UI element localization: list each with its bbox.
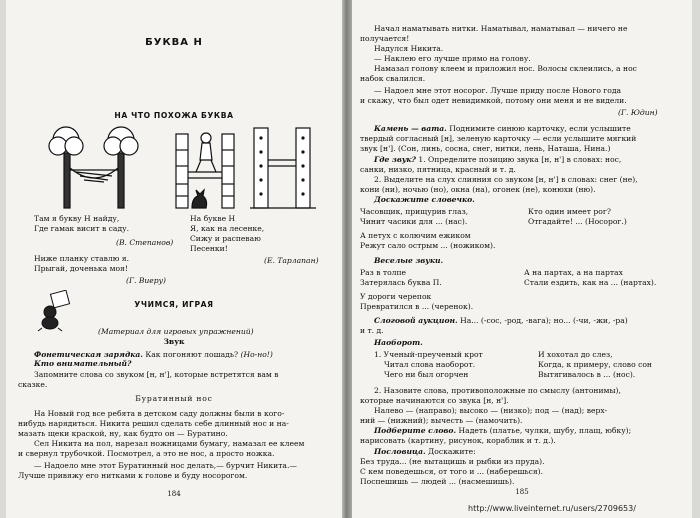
poem-3-line-2: Прыгай, доченька моя! <box>34 264 128 273</box>
story-line-3: мазать щеки краской, ну, как будто он — Буратино. <box>18 429 228 438</box>
left-page <box>6 0 342 518</box>
riddle-2-line-1: Кто один имеет рог? <box>528 207 611 216</box>
reverse-label: Наоборот. <box>374 338 423 347</box>
poem-1-line-2: Где гамак висит в саду. <box>34 224 130 233</box>
story-line-4: Сел Никита на пол, нарезал ножницами бумагу, намазал ее клеем <box>34 439 305 448</box>
poem-2-line-2: Я, как на лесенке, <box>190 224 265 233</box>
reverse-2-line-2: Когда, к примеру, слово сон <box>538 360 652 369</box>
story-cont-line-4: — Наклею его лучше прямо на голову. <box>374 54 531 63</box>
poem-2-line-4: Песенки! <box>190 244 228 253</box>
funny-1-line-1: Раз в толпе <box>360 268 407 277</box>
story-cont-line-7: — Надоел мне этот носорог. Лучше приду после Нового года <box>374 86 622 95</box>
story-line-1: На Новый год все ребята в детском саду должны были в кого- <box>34 409 285 418</box>
syllable-auction: Слоговой аукцион. На... (-сос, -род, -вага); но... (-чи, -жи, -ра) <box>374 316 628 325</box>
riddle-3-line-1: А петух с колючим ежиком <box>360 231 471 240</box>
story-line-6: — Надоело мне этот Буратинный нос делать,— бурчит Никита.— <box>34 461 297 470</box>
toy-illustration <box>32 290 78 332</box>
riddle-1-line-2: Чинит часики для ... (нас). <box>360 217 468 226</box>
poem-1-line-1: Там я букву Н найду, <box>34 214 120 223</box>
stone-cotton-line-3: звук [н']. (Сон, линь, сосна, снег, нитки, лень, Наташа, Нина.) <box>360 144 611 153</box>
reverse-1-line-1: 1. Ученый-преученый крот <box>374 350 483 359</box>
choose-word-line-1: Подберите слово. Надеть (платье, чулки, шубу, плащ, юбку); <box>374 426 632 435</box>
story-cont-line-1: Начал наматывать нитки. Наматывал, наматывал — ничего не <box>374 24 628 33</box>
remember-line-1: Запомните слова со звуком [н, н'], которые встретятся вам в <box>34 370 279 379</box>
poem-2-line-1: На букве Н <box>190 214 236 223</box>
book-gutter <box>342 0 352 518</box>
where-sound-line-4: кони (ни), ночью (но), окна (на), огонек (не), конюхи (ню). <box>360 185 596 194</box>
sound-heading: Звук <box>163 337 185 346</box>
phonetic-exercise: Фонетическая зарядка. Как погоняют лошадь? (Но-но!) <box>34 350 273 359</box>
syllable-auction-cont: и т. д. <box>360 326 384 335</box>
reverse-2-line-3: Вытягивалось в ... (нос). <box>538 370 636 379</box>
riddle-1-line-1: Часовщик, прищурив глаз, <box>360 207 469 216</box>
remember-line-2: сказке. <box>18 380 48 389</box>
story-cont-line-6: набок свалился. <box>360 74 426 83</box>
right-page <box>352 0 692 518</box>
choose-word-line-2: нарисовать (картину, рисунок, кораблик и т. д.). <box>360 436 556 445</box>
story-line-5: и свернул трубочкой. Посмотрел, а это не нос, а просто ножка. <box>18 449 275 458</box>
where-sound-line-2: санки, низко, пятница, красный и т. д. <box>360 165 516 174</box>
watermark-url[interactable]: http://www.liveinternet.ru/users/2709653/ <box>468 504 636 513</box>
story-line-7: Лучше привяжу его нитками к голове и буду носорогом. <box>18 471 248 480</box>
proverb-heading: Пословица. Доскажите: <box>374 447 476 456</box>
poem-3-author: (Г. Виеру) <box>126 276 167 285</box>
reverse-1-line-3: Чего ни был огорчен <box>384 370 469 379</box>
funny-3-line-2: Превратился в ... (черенок). <box>360 302 474 311</box>
funny-1-line-2: Затерялась буква П. <box>360 278 442 287</box>
antonyms-line-3: Налево — (направо); высоко — (низко); под — (над); верх- <box>374 406 608 415</box>
letter-illustration <box>46 124 316 212</box>
finish-word-label: Доскажите словечко. <box>374 195 475 204</box>
where-sound-line-1: Где звук? 1. Определите позицию звука [н, н'] в словах: нос, <box>374 155 622 164</box>
stone-cotton-line-2: твердый согласный [н], зеленую карточку — если услышите мягкий <box>360 134 637 143</box>
stone-cotton-line-1: Камень — вата. Поднимите синюю карточку, если услышите <box>374 124 631 133</box>
page-number-right: 185 <box>515 488 529 496</box>
funny-3-line-1: У дороги черепок <box>360 292 432 301</box>
page-title: БУКВА Н <box>145 37 203 48</box>
poem-1-author: (В. Степанов) <box>116 238 174 247</box>
section-subtitle: НА ЧТО ПОХОЖА БУКВА <box>114 111 234 120</box>
funny-sounds-label: Веселые звуки. <box>374 256 444 265</box>
riddle-3-line-2: Режут сало острым ... (ножиком). <box>360 241 496 250</box>
funny-2-line-1: А на партах, а на партах <box>524 268 623 277</box>
where-sound-line-3: 2. Выделите на слух слияния со звуком [н, н'] в словах: снег (не), <box>374 175 638 184</box>
reverse-2-line-1: И хохотал до слез, <box>538 350 613 359</box>
funny-2-line-2: Стали ездить, как на ... (нартах). <box>524 278 657 287</box>
story-title: Буратинный нос <box>135 394 213 403</box>
material-note: (Материал для игровых упражнений) <box>98 327 254 336</box>
story-author: (Г. Юдин) <box>618 108 658 117</box>
story-line-2: нибудь нарядиться. Никита решил сделать себе длинный нос и на- <box>18 419 289 428</box>
proverb-line-1: Без труда... (не вытащишь и рыбки из пруда). <box>360 457 545 466</box>
story-cont-line-3: Надулся Никита. <box>374 44 444 53</box>
page-number-left: 184 <box>167 490 181 498</box>
riddle-2-line-2: Отгадайте! ... (Носорог.) <box>528 217 627 226</box>
story-cont-line-8: и скажу, что был одет невидимкой, потому они меня и не видели. <box>360 96 627 105</box>
antonyms-line-1: 2. Назовите слова, противоположные по смыслу (антонимы), <box>374 386 621 395</box>
poem-2-author: (Е. Тарлапан) <box>264 256 319 265</box>
reverse-1-line-2: Читал слова наоборот. <box>384 360 476 369</box>
poem-3-line-1: Ниже планку ставлю я. <box>34 254 129 263</box>
proverb-line-2: С кем поведешься, от того и ... (наберешься). <box>360 467 544 476</box>
antonyms-line-4: ний — (нижний); вычесть — (намочить). <box>360 416 523 425</box>
poem-2-line-3: Сижу и распеваю <box>190 234 261 243</box>
proverb-line-3: Поспешишь — людей ... (насмешишь). <box>360 477 515 486</box>
story-cont-line-2: получается! <box>360 34 410 43</box>
attentive-label: Кто внимательный? <box>34 359 132 368</box>
story-cont-line-5: Намазал голову клеем и приложил нос. Волосы склеились, а нос <box>374 64 637 73</box>
antonyms-line-2: которые начинаются со звука [н, н']. <box>360 396 509 405</box>
section-heading: УЧИМСЯ, ИГРАЯ <box>134 300 214 309</box>
